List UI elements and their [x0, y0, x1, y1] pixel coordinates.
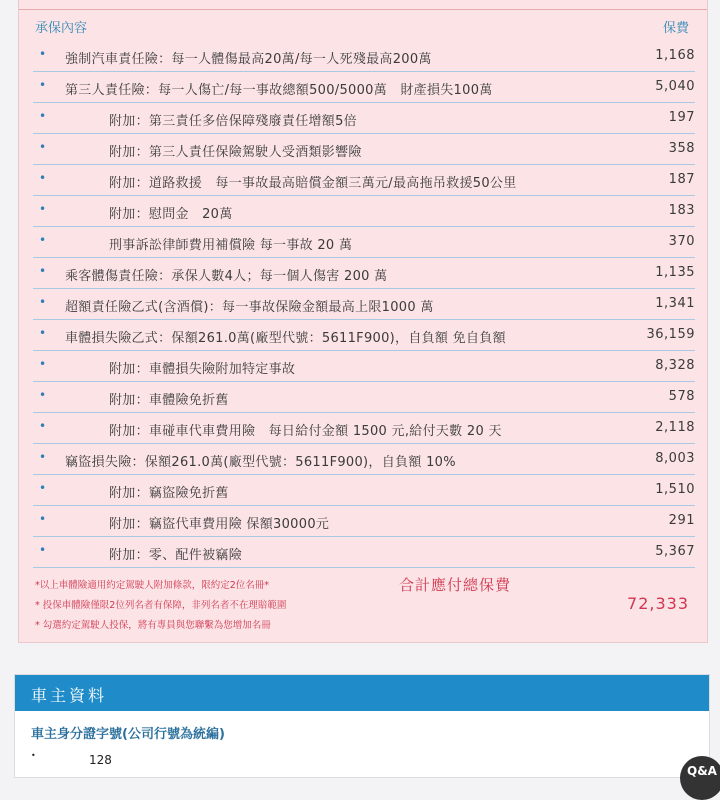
bullet-icon: • — [39, 543, 47, 557]
bullet-icon: • — [39, 202, 47, 216]
coverage-list — [33, 41, 695, 568]
coverage-panel — [18, 0, 708, 643]
owner-id-value: 128 — [89, 753, 112, 767]
coverage-text: 附加：道路救援 每一事故最高賠償金額三萬元/最高拖吊救援50公里 — [109, 176, 517, 191]
coverage-premium: 36,159 — [646, 327, 695, 342]
coverage-row — [33, 41, 695, 72]
total-label: 合計應付總保費 — [399, 576, 512, 594]
coverage-text: 附加：竊盜險免折舊 — [109, 486, 229, 501]
coverage-row — [33, 475, 695, 506]
coverage-premium: 370 — [668, 234, 695, 249]
owner-title-bar — [15, 675, 709, 711]
coverage-text: 附加：第三責任多倍保障殘廢責任增額5倍 — [109, 114, 357, 129]
top-divider — [19, 9, 707, 10]
bullet-icon: • — [39, 233, 47, 247]
bullet-icon: • — [39, 47, 47, 61]
coverage-text: 附加：零、配件被竊險 — [109, 548, 243, 563]
bullet-icon: • — [39, 450, 47, 464]
coverage-row — [33, 196, 695, 227]
coverage-row — [33, 320, 695, 351]
owner-title: 車主資料 — [31, 686, 108, 705]
coverage-row — [33, 72, 695, 103]
bullet-icon: • — [39, 419, 47, 433]
coverage-premium: 2,118 — [655, 420, 695, 435]
coverage-text: 附加：車碰車代車費用險 每日給付金額 1500 元,給付天數 20 天 — [109, 424, 502, 439]
owner-section — [14, 674, 710, 778]
total-value: 72,333 — [627, 594, 689, 613]
coverage-text: 強制汽車責任險：每一人體傷最高20萬/每一人死殘最高200萬 — [65, 52, 432, 67]
coverage-premium: 183 — [668, 203, 695, 218]
coverage-header — [19, 14, 707, 36]
coverage-text: 車體損失險乙式：保額261.0萬(廠型代號：5611F900)，自負額 免自負額 — [65, 331, 506, 346]
coverage-row — [33, 351, 695, 382]
coverage-premium: 5,367 — [655, 544, 695, 559]
coverage-premium: 291 — [668, 513, 695, 528]
coverage-row — [33, 165, 695, 196]
notes — [35, 576, 286, 636]
coverage-text: 刑事訴訟律師費用補償險 每一事故 20 萬 — [109, 238, 353, 253]
coverage-row — [33, 444, 695, 475]
coverage-premium: 1,510 — [655, 482, 695, 497]
coverage-row — [33, 413, 695, 444]
coverage-row — [33, 258, 695, 289]
coverage-text: 乘客體傷責任險：承保人數4人；每一個人傷害 200 萬 — [65, 269, 388, 284]
coverage-text: 竊盜損失險：保額261.0萬(廠型代號：5611F900)，自負額 10% — [65, 455, 456, 470]
coverage-text: 附加：第三人責任保險駕駛人受酒類影響險 — [109, 145, 362, 160]
coverage-premium: 5,040 — [655, 79, 695, 94]
coverage-text: 附加：竊盜代車費用險 保額30000元 — [109, 517, 330, 532]
coverage-row — [33, 506, 695, 537]
bullet-icon: • — [39, 171, 47, 185]
coverage-premium: 358 — [668, 141, 695, 156]
coverage-premium: 187 — [668, 172, 695, 187]
bullet-icon: • — [39, 140, 47, 154]
bullet-icon: • — [39, 264, 47, 278]
coverage-row — [33, 289, 695, 320]
coverage-premium: 197 — [668, 110, 695, 125]
bullet-icon: • — [39, 512, 47, 526]
coverage-premium: 1,341 — [655, 296, 695, 311]
bullet-icon: • — [39, 109, 47, 123]
coverage-text: 第三人責任險：每一人傷亡/每一事故總額500/5000萬 財產損失100萬 — [65, 83, 493, 98]
coverage-text: 附加：車體險免折舊 — [109, 393, 229, 408]
coverage-text: 超額責任險乙式(含酒償)：每一事故保險金額最高上限1000 萬 — [65, 300, 434, 315]
owner-id-dot: • — [31, 751, 36, 760]
bullet-icon: • — [39, 78, 47, 92]
note-2: * 投保車體險僅限2位列名者有保障，非列名者不在理賠範圍 — [35, 600, 287, 611]
header-coverage-label: 承保內容 — [35, 21, 88, 36]
note-3: * 勾選約定駕駛人投保，將有專員與您聯繫為您增加名冊 — [35, 620, 271, 631]
owner-id-label: 車主身分證字號(公司行號為統編) — [31, 727, 225, 742]
note-1: *以上車體險適用約定駕駛人附加條款，限約定2位名冊* — [35, 580, 270, 591]
coverage-row — [33, 227, 695, 258]
coverage-row — [33, 537, 695, 568]
coverage-premium: 578 — [668, 389, 695, 404]
coverage-premium: 8,003 — [655, 451, 695, 466]
coverage-text: 附加：車體損失險附加特定事故 — [109, 362, 296, 377]
header-premium-label: 保費 — [662, 21, 689, 36]
bullet-icon: • — [39, 388, 47, 402]
bullet-icon: • — [39, 481, 47, 495]
coverage-premium: 8,328 — [655, 358, 695, 373]
coverage-row — [33, 382, 695, 413]
coverage-text: 附加：慰問金 20萬 — [109, 207, 233, 222]
coverage-premium: 1,168 — [655, 48, 695, 63]
coverage-premium: 1,135 — [655, 265, 695, 280]
coverage-row — [33, 103, 695, 134]
coverage-row — [33, 134, 695, 165]
bullet-icon: • — [39, 357, 47, 371]
bullet-icon: • — [39, 295, 47, 309]
qa-button[interactable]: Q&A — [680, 756, 720, 800]
bullet-icon: • — [39, 326, 47, 340]
